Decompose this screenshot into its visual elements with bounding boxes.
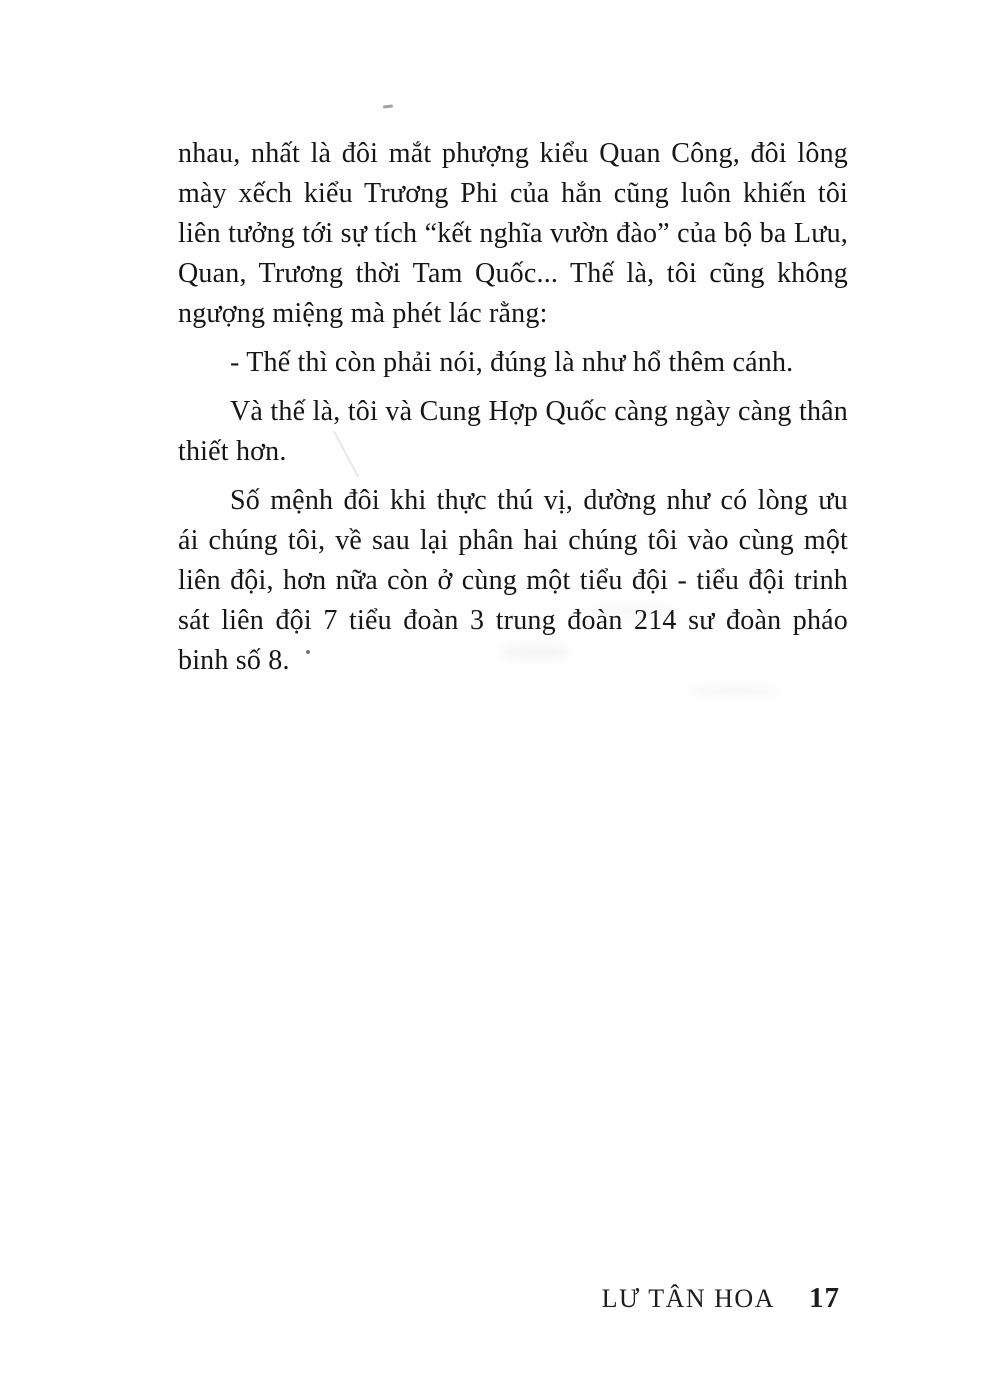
text-line: ngượng miệng mà phét lác rằng: <box>178 298 548 329</box>
author-name: LƯ TÂN HOA <box>601 1284 775 1313</box>
text-line: thiết hơn. <box>178 436 287 467</box>
text-line: binh số 8. <box>178 645 290 676</box>
text-line: Số mệnh đôi khi thực thú vị, dường như có lòng ưu <box>230 485 848 516</box>
scan-smudge <box>500 645 570 659</box>
paragraph <box>178 343 848 383</box>
text-line: Quan, Trương thời Tam Quốc... Thế là, tôi cũng không <box>178 258 848 289</box>
scan-smudge <box>690 686 780 696</box>
text-line: nhau, nhất là đôi mắt phượng kiểu Quan Công, đôi lông <box>178 138 848 169</box>
text-line: liên đội, hơn nữa còn ở cùng một tiểu đội - tiểu đội trinh <box>178 565 848 596</box>
page-text-block <box>178 134 848 681</box>
scan-dot-artifact <box>306 650 310 654</box>
text-line: Và thế là, tôi và Cung Hợp Quốc càng ngày càng thân <box>230 396 848 427</box>
paragraph <box>178 134 848 334</box>
text-line: ái chúng tôi, về sau lại phân hai chúng tôi vào cùng một <box>178 525 848 556</box>
text-line: sát liên đội 7 tiểu đoàn 3 trung đoàn 214 sư đoàn pháo <box>178 605 848 636</box>
page-footer <box>0 1282 840 1315</box>
text-line: mày xếch kiểu Trương Phi của hắn cũng luôn khiến tôi <box>178 178 848 209</box>
page-number: 17 <box>809 1282 840 1314</box>
text-line: liên tưởng tới sự tích “kết nghĩa vườn đào” của bộ ba Lưu, <box>178 218 848 249</box>
scan-smudge <box>590 605 670 617</box>
scan-dash-artifact <box>383 104 393 108</box>
text-line: - Thế thì còn phải nói, đúng là như hổ thêm cánh. <box>230 347 794 378</box>
paragraph <box>178 392 848 472</box>
